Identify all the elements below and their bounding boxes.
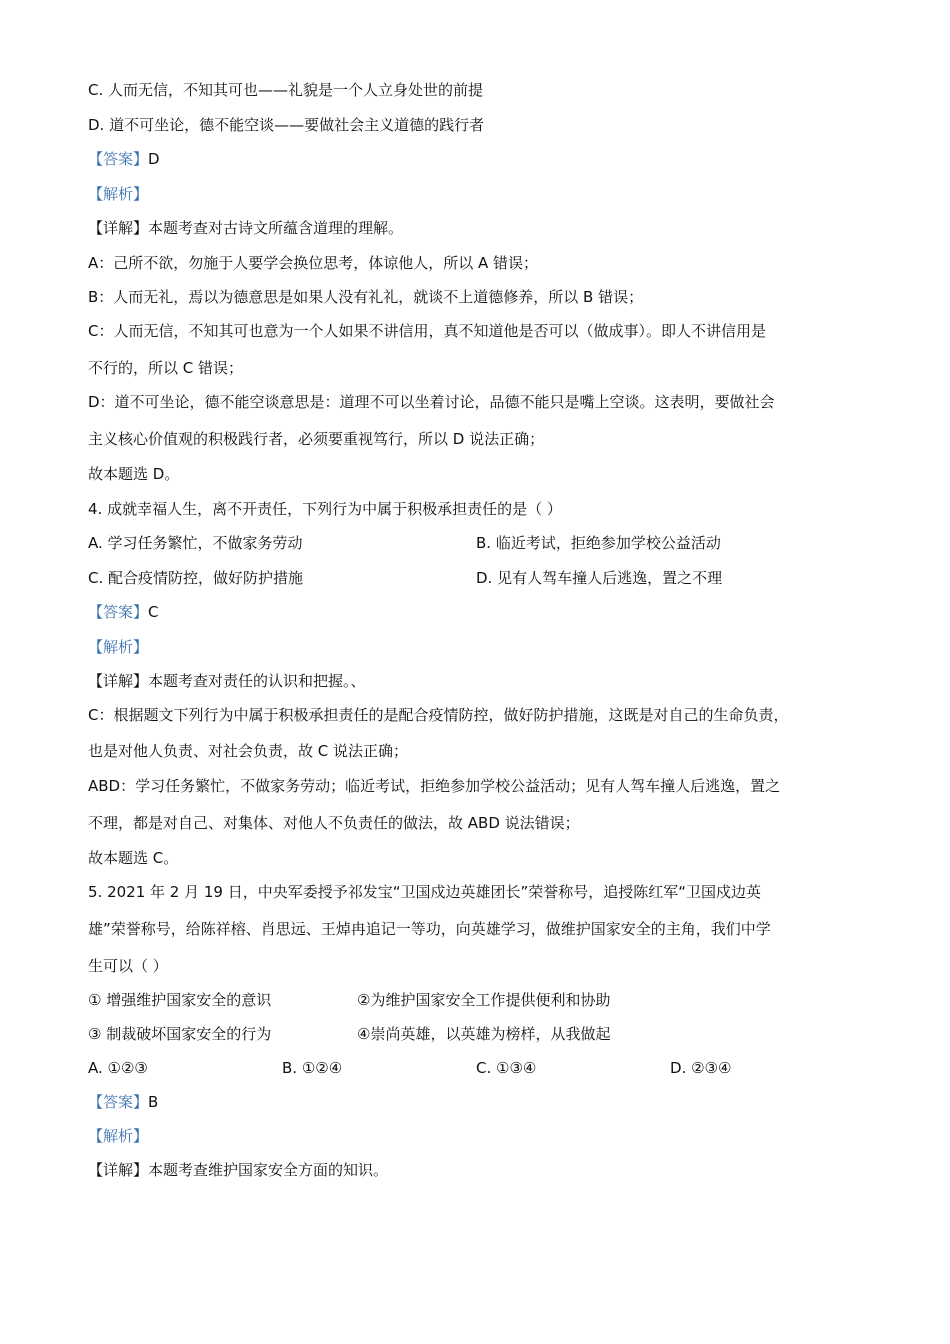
answer-value: C	[148, 603, 159, 621]
answer-value: B	[148, 1093, 159, 1111]
answer-tag: 【答案】	[88, 150, 149, 168]
answer-value: D	[148, 150, 160, 168]
answer-tag: 【答案】	[88, 603, 149, 621]
q5-stem-3: 生可以（ ）	[88, 957, 168, 975]
q5-item-4: ④崇尚英雄，以英雄为榜样，从我做起	[357, 1025, 611, 1043]
q5-option-b: B. ①②④	[282, 1059, 343, 1077]
q3-answer	[88, 149, 160, 169]
q3-exp-d-1: D：道不可坐论，德不能空谈意思是：道理不可以坐着讨论，品德不能只是嘴上空谈。这表明，要做社会	[88, 393, 775, 411]
q5-option-d: D. ②③④	[670, 1059, 732, 1077]
q5-detail: 【详解】本题考查维护国家安全方面的知识。	[88, 1161, 389, 1179]
q4-stem: 4. 成就幸福人生，离不开责任，下列行为中属于积极承担责任的是（ ）	[88, 500, 562, 518]
q5-analysis-tag: 【解析】	[88, 1127, 149, 1145]
q5-item-3: ③ 制裁破坏国家安全的行为	[88, 1025, 272, 1043]
q4-option-b: B. 临近考试，拒绝参加学校公益活动	[476, 534, 721, 552]
q4-answer	[88, 602, 159, 622]
q3-exp-c-2: 不行的，所以 C 错误；	[88, 359, 244, 377]
q4-exp-abd-2: 不理，都是对自己、对集体、对他人不负责任的做法，故 ABD 说法错误；	[88, 814, 580, 832]
q3-exp-d-2: 主义核心价值观的积极践行者，必须要重视笃行，所以 D 说法正确；	[88, 430, 545, 448]
q3-exp-c-1: C：人而无信，不知其可也意为一个人如果不讲信用，真不知道他是否可以（做成事）。即人不讲信用是	[88, 322, 766, 340]
q5-option-c: C. ①③④	[476, 1059, 537, 1077]
q4-detail: 【详解】本题考查对责任的认识和把握。、	[88, 672, 366, 690]
q3-detail: 【详解】本题考查对古诗文所蕴含道理的理解。	[88, 219, 404, 237]
q5-item-1: ① 增强维护国家安全的意识	[88, 991, 272, 1009]
q4-exp-abd-1: ABD：学习任务繁忙，不做家务劳动；临近考试，拒绝参加学校公益活动；见有人驾车撞人后逃逸，置之	[88, 777, 781, 795]
q3-analysis-tag: 【解析】	[88, 185, 149, 203]
q3-option-d: D. 道不可坐论，德不能空谈——要做社会主义道德的践行者	[88, 116, 485, 134]
q5-answer	[88, 1092, 158, 1112]
answer-tag: 【答案】	[88, 1093, 149, 1111]
q4-option-c: C. 配合疫情防控，做好防护措施	[88, 569, 304, 587]
q4-conclusion: 故本题选 C。	[88, 849, 179, 867]
q4-exp-c-2: 也是对他人负责、对社会负责，故 C 说法正确；	[88, 742, 409, 760]
q5-stem-2: 雄”荣誉称号，给陈祥榕、肖思远、王焯冉追记一等功，向英雄学习，做维护国家安全的主角，我们中学	[88, 920, 771, 938]
q5-stem-1: 5. 2021 年 2 月 19 日，中央军委授予祁发宝“卫国戍边英雄团长”荣誉称号，追授陈红军“卫国戍边英	[88, 883, 762, 901]
q4-option-d: D. 见有人驾车撞人后逃逸，置之不理	[476, 569, 723, 587]
q3-exp-a: A：己所不欲，勿施于人要学会换位思考，体谅他人，所以 A 错误；	[88, 254, 539, 272]
q5-option-a: A. ①②③	[88, 1059, 148, 1077]
q4-option-a: A. 学习任务繁忙，不做家务劳动	[88, 534, 303, 552]
q3-conclusion: 故本题选 D。	[88, 465, 180, 483]
q3-exp-b: B：人而无礼，焉以为德意思是如果人没有礼礼，就谈不上道德修养，所以 B 错误；	[88, 288, 644, 306]
q3-option-c: C. 人而无信，不知其可也——礼貌是一个人立身处世的前提	[88, 81, 484, 99]
q4-analysis-tag: 【解析】	[88, 638, 149, 656]
q4-exp-c-1: C：根据题文下列行为中属于积极承担责任的是配合疫情防控，做好防护措施，这既是对自己的生命负责，	[88, 706, 789, 724]
q5-item-2: ②为维护国家安全工作提供便利和协助	[357, 991, 611, 1009]
